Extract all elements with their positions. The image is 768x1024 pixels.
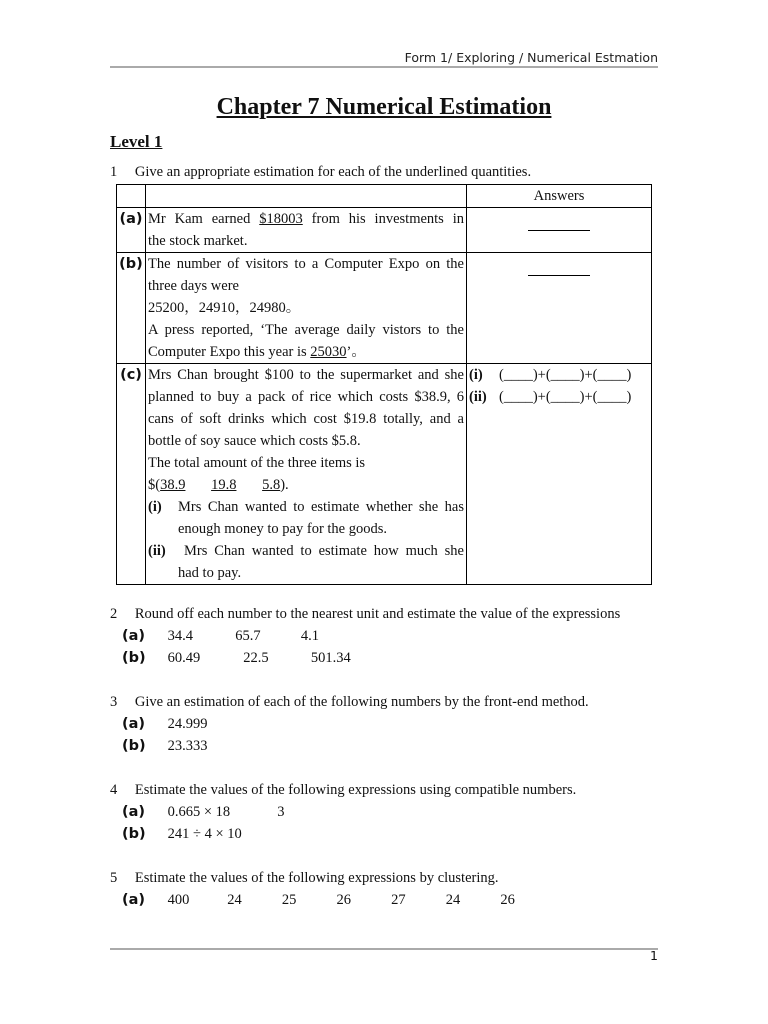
page-number: 1 [650, 948, 658, 963]
q2-number: 2 [110, 606, 118, 622]
q2a: (a) 34.4 65.7 4.1 [122, 628, 319, 644]
q1a-label: (a) [117, 208, 146, 253]
q1b-line2: three days were [148, 278, 239, 294]
q1a-text-post: from his investments in [311, 211, 465, 227]
q1a-text-pre: Mr Kam earned [148, 211, 251, 227]
header-rule [110, 66, 658, 68]
q1c-part-i: (i) Mrs Chan wanted to estimate whether she has [148, 499, 464, 515]
q3a: (a) 24.999 [122, 716, 208, 732]
q1-prompt: Give an appropriate estimation for each of the underlined quantities. [134, 164, 532, 180]
q1c-amount-3: 5.8 [262, 477, 281, 493]
q1b-line1: The number of visitors to a Computer Expo on the [148, 256, 464, 272]
q1-prompt-line [110, 164, 531, 181]
q1c-answer-ii[interactable]: (ii) (____)+(____)+(____) [469, 389, 632, 405]
q1a-line2: the stock market. [148, 233, 248, 249]
q1a-answer[interactable] [467, 208, 652, 253]
q4-number: 4 [110, 782, 118, 798]
q5-number: 5 [110, 870, 118, 886]
q1-row-b [117, 253, 652, 364]
q3b: (b) 23.333 [122, 738, 208, 754]
q3-prompt: Give an estimation of each of the following numbers by the front-end method. [134, 694, 589, 710]
q2-prompt-line [110, 606, 620, 623]
q1c-amount-1: 38.9 [160, 477, 186, 493]
q1b-label: (b) [117, 253, 146, 364]
q5a: (a) 400 24 25 26 27 24 26 [122, 892, 515, 908]
q1c-line3: cans of soft drinks which cost $19.8 totally, and a [148, 411, 464, 427]
q3-prompt-line [110, 694, 589, 711]
q1-header-row [117, 185, 652, 208]
q1b-answer-blank[interactable] [528, 261, 590, 276]
q1c-answer-i[interactable]: (i) (____)+(____)+(____) [469, 367, 632, 383]
answers-header: Answers [467, 185, 652, 208]
q1a-underlined: $18003 [259, 211, 303, 227]
q4-prompt-line [110, 782, 576, 799]
q1c-part-ii-line2: had to pay. [178, 565, 242, 581]
q1c-question [146, 364, 467, 585]
q1b-line5: Computer Expo this year is 25030’。 [148, 344, 366, 360]
q1a-answer-blank[interactable] [528, 216, 590, 231]
q1b-line3: 25200，24910，24980。 [148, 300, 301, 316]
q1a-question [146, 208, 467, 253]
q1c-line5: The total amount of the three items is [148, 455, 366, 471]
chapter-title: Chapter 7 Numerical Estimation [216, 94, 552, 120]
q4a: (a) 0.665 × 18 3 [122, 804, 285, 820]
q1c-amounts: $(38.9 19.8 5.8). [148, 477, 289, 493]
q5-prompt: Estimate the values of the following expressions by clustering. [134, 870, 499, 886]
q1-row-c [117, 364, 652, 585]
q1c-line2: planned to buy a pack of rice which costs $38.9, 6 [148, 389, 464, 405]
q5-prompt-line [110, 870, 499, 887]
q1c-part-i-line2: enough money to pay for the goods. [178, 521, 388, 537]
q1c-line1: Mrs Chan brought $100 to the supermarket and she [148, 367, 464, 383]
running-header: Form 1/ Exploring / Numerical Estmation [404, 50, 658, 65]
q1c-amount-2: 19.8 [211, 477, 237, 493]
q1b-underlined: 25030 [310, 344, 347, 360]
q1-row-a [117, 208, 652, 253]
q3-number: 3 [110, 694, 118, 710]
q1-table [116, 184, 652, 585]
q1c-answer [467, 364, 652, 585]
level-heading: Level 1 [110, 132, 163, 151]
q1-number: 1 [110, 164, 118, 180]
q1b-line4: A press reported, ‘The average daily vistors to the [148, 322, 464, 338]
q1c-label: (c) [117, 364, 146, 585]
q2-prompt: Round off each number to the nearest unit and estimate the value of the expressions [134, 606, 621, 622]
q2b: (b) 60.49 22.5 501.34 [122, 650, 351, 666]
q4b: (b) 241 ÷ 4 × 10 [122, 826, 242, 842]
q1c-line4: bottle of soy sauce which costs $5.8. [148, 433, 361, 449]
q4-prompt: Estimate the values of the following expressions using compatible numbers. [134, 782, 577, 798]
q1b-answer[interactable] [467, 253, 652, 364]
q1b-question [146, 253, 467, 364]
q1c-part-ii: (ii) Mrs Chan wanted to estimate how much she [148, 543, 464, 559]
